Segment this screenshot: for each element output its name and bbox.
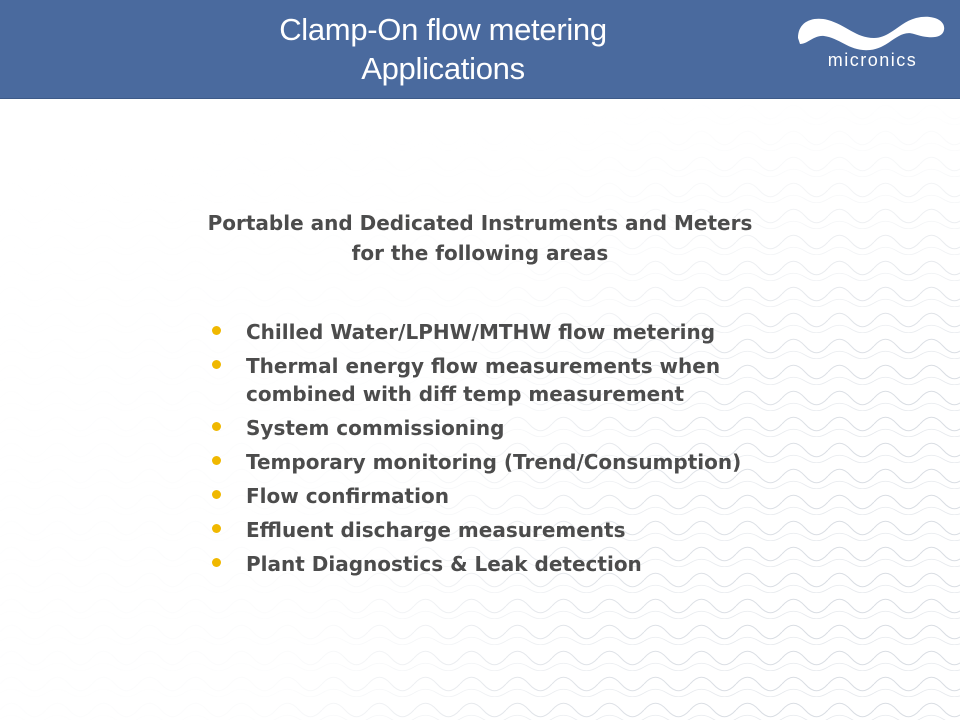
bullet-dot-icon (212, 558, 221, 567)
title-line-1: Clamp-On flow metering (279, 12, 607, 47)
bullet-dot-icon (212, 524, 221, 533)
bullet-dot-icon (212, 360, 221, 369)
list-item (210, 318, 830, 346)
list-item (210, 516, 830, 544)
list-item-text: Temporary monitoring (Trend/Consumption) (246, 450, 742, 474)
intro-line-1: Portable and Dedicated Instruments and Meters (207, 211, 753, 235)
list-item (210, 550, 830, 578)
list-item-text: Chilled Water/LPHW/MTHW flow metering (246, 320, 716, 344)
bullet-dot-icon (212, 422, 221, 431)
bullet-dot-icon (212, 490, 221, 499)
list-item (210, 448, 830, 476)
list-item (210, 482, 830, 510)
list-item-text: Plant Diagnostics & Leak detection (246, 552, 642, 576)
list-item-text: System commissioning (246, 416, 505, 440)
list-item (210, 352, 830, 408)
list-item-text: Thermal energy flow measurements when combined with diff temp measurement (246, 354, 721, 406)
list-item (210, 414, 830, 442)
list-item-text: Flow confirmation (246, 484, 449, 508)
intro-line-2: for the following areas (351, 241, 609, 265)
intro-heading (130, 208, 830, 268)
applications-list (210, 318, 830, 584)
list-item-text: Effluent discharge measurements (246, 518, 626, 542)
bullet-dot-icon (212, 456, 221, 465)
slide-title (203, 10, 683, 88)
logo-text: micronics (827, 50, 918, 70)
title-line-2: Applications (361, 51, 525, 86)
header-banner (0, 0, 960, 99)
bullet-dot-icon (212, 326, 221, 335)
